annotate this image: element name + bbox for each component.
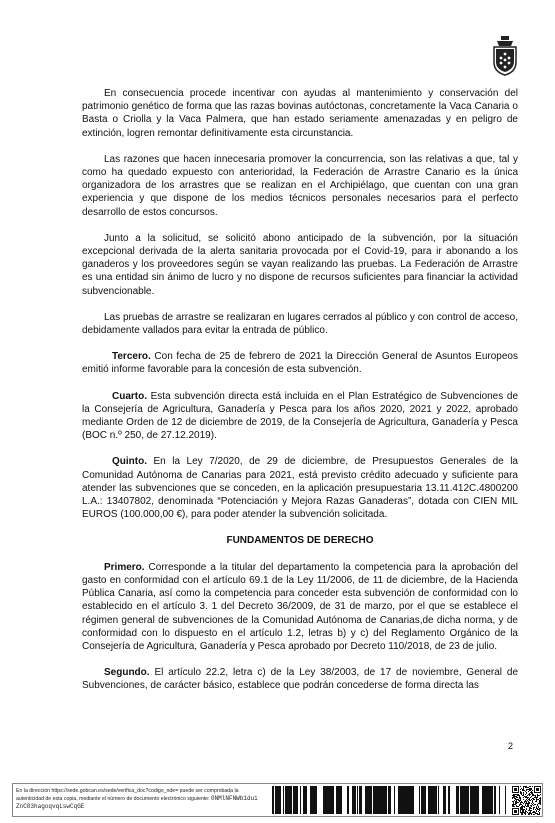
verification-footer — [12, 783, 543, 817]
paragraph — [82, 311, 518, 337]
page-number: 2 — [508, 741, 514, 751]
paragraph-quinto — [82, 455, 518, 521]
paragraph-lead: Segundo. — [104, 667, 150, 679]
paragraph-lead: Cuarto. — [112, 390, 147, 402]
paragraph-primero — [82, 561, 518, 653]
paragraph — [82, 153, 518, 219]
document-body — [82, 87, 518, 706]
verification-text: En la dirección https://sede.gobcan.es/sede/verifica_doc?codigo_nde= puede ser comprobada la autenticidad de esta copia, mediante el número de documento electrónico siguiente: — [16, 788, 239, 802]
paragraph-lead: Quinto. — [112, 456, 147, 468]
paragraph — [82, 232, 518, 298]
paragraph-text: Con fecha de 25 de febrero de 2021 la Dirección General de Asuntos Europeos emitió informe favorable para la concesión de esta subvención. — [82, 351, 518, 376]
paragraph-text: Corresponde a la titular del departamento la competencia para la aprobación del gasto en conformidad con el artículo 69.1 de la Ley 11/2006, de 11 de diciembre, de la Hacienda Pública Canaria, así como la competencia para conceder esta subvención de conformidad con lo establecido en el artículo 3. 1 del Decreto 36/2009, de 31 de marzo, por el que se establece el régimen general de subvenciones de la Comunidad Autónoma de Canarias,de dicha norma, y de conformidad con lo dispuesto en el artículo 1.2, letras b) y c) del Reglamento Orgánico de la Consejería de Agricultura, Ganadería y Pesca aprobado por Decreto 110/2018, de 23 de julio. — [82, 561, 518, 652]
paragraph-text: En la Ley 7/2020, de 29 de diciembre, de Presupuestos Generales de la Comunidad Autónoma de Canarias para 2021, está previsto crédito adecuado y suficiente para atender las subvenciones que se conceden, en la aplicación presupuestaria 13.11.412C.4800200 L.A.: 13407802, denominada “Potenciación y Mejora Razas Ganaderas”, dotada con CIEN MIL EUROS (100.000,00 €), para poder atender la subvención solicitada. — [82, 456, 518, 521]
paragraph-lead: Primero. — [104, 561, 145, 573]
paragraph-tercero — [82, 350, 518, 376]
paragraph — [82, 87, 518, 140]
paragraph-text: Las razones que hacen innecesaria promover la concurrencia, son las relativas a que, tal y como ha quedado expuesto con anterioridad, la Federación de Arrastre Canario es la única organizadora de los arrastres que se realizan en el Archipiélago, que cuentan con una gran experiencia y que dispone de los medios técnicos personales necesarios para el perfecto desarrollo de estos concursos. — [82, 153, 518, 218]
paragraph-lead: Tercero. — [112, 351, 151, 363]
paragraph-segundo — [82, 666, 518, 692]
paragraph-text: Esta subvención directa está incluida en el Plan Estratégico de Subvenciones de la Consejería de Agricultura, Ganadería y Pesca para los años 2020, 2021 y 2022, aprobado mediante Orden de 12 de diciembre de 2019, de la Consejería de Agricultura, Ganadería y Pesca (BOC n.º 250, de 27.12.2019). — [82, 390, 518, 442]
document-code: 0NMlNFNWb1dui ZnC83hagoqvqLswCqGE — [16, 795, 258, 810]
paragraph-text: Las pruebas de arrastre se realizaran en lugares cerrados al público y con control de acceso, debidamente vallados para evitar la entrada de público. — [82, 311, 518, 337]
paragraph-text: El artículo 22.2, letra c) de la Ley 38/2003, de 17 de noviembre, General de Subvenciones, de carácter básico, establece que podrán concederse de forma directa las — [82, 667, 518, 692]
qr-code-icon — [512, 786, 541, 815]
paragraph-text: Junto a la solicitud, se solicitó abono anticipado de la subvención, por la situación excepcional derivada de la alerta sanitaria provocada por el Covid-19, para ir abonando a los ganaderos y los proveedores según se vayan realizando las pruebas. La Federación de Arrastre es una entidad sin ánimo de lucro y no dispone de recursos suficientes para financiar la actividad subvencionable. — [82, 232, 518, 297]
coat-of-arms-icon — [492, 36, 518, 76]
section-heading: FUNDAMENTOS DE DERECHO — [226, 535, 374, 547]
verification-text-block — [16, 788, 261, 811]
barcode-icon — [271, 786, 506, 814]
paragraph-text: En consecuencia procede incentivar con ayudas al mantenimiento y conservación del patrimonio genético de forma que las razas bovinas autóctonas, concretamente la Vaca Canaria o Basta o Criolla y la Vaca Palmera, que han estado seriamente amenazadas y en peligro de extinción, logren remontar definitivamente esta circunstancia. — [82, 88, 518, 139]
paragraph-cuarto — [82, 390, 518, 443]
